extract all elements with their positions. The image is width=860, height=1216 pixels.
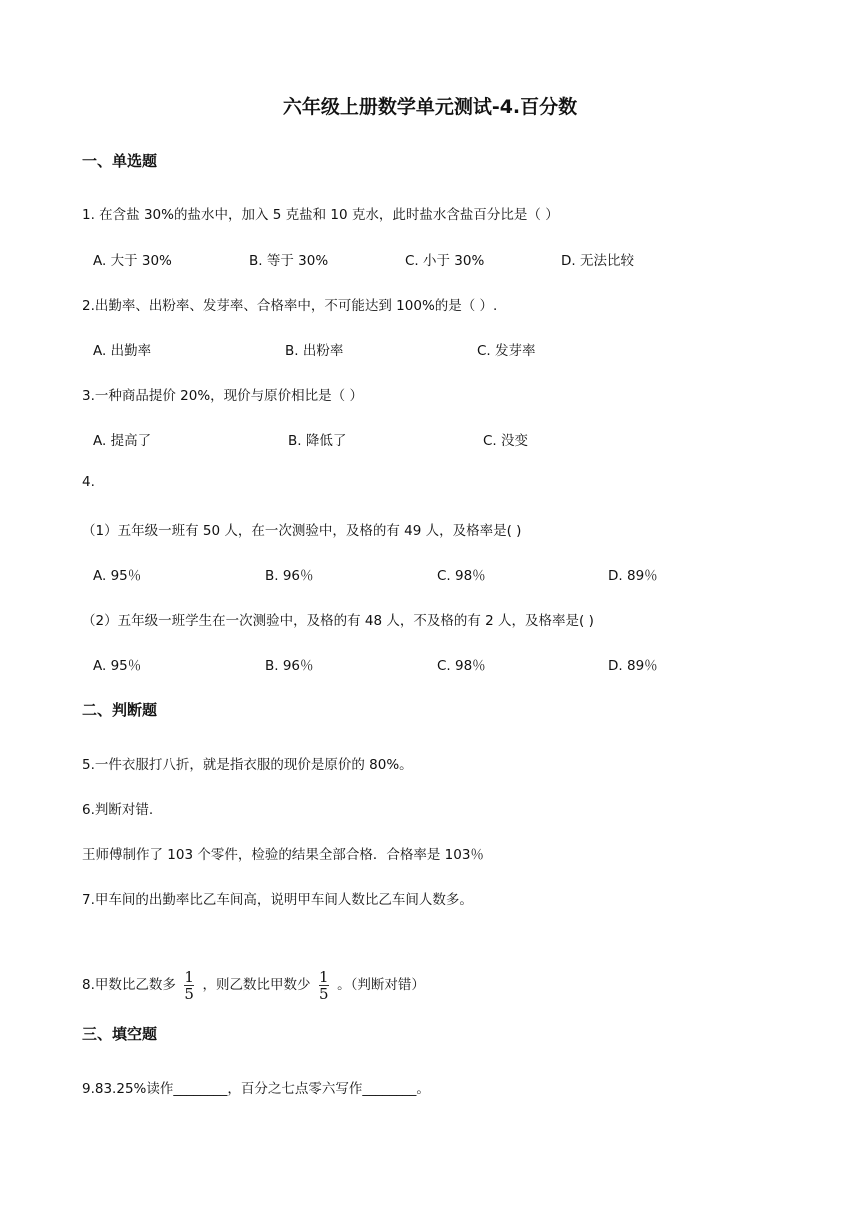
question-1-stem: 1. 在含盐 30%的盐水中，加入 5 克盐和 10 克水，此时盐水含盐百分比是（ ）	[82, 207, 559, 223]
fraction-numerator: 1	[319, 967, 329, 986]
fraction-one-fifth	[319, 967, 329, 1003]
question-3-stem: 3.一种商品提价 20%，现价与原价相比是（ ）	[82, 388, 363, 404]
question-4-2-option-b[interactable]: B. 96％	[265, 658, 314, 674]
question-2-option-b[interactable]: B. 出粉率	[285, 343, 344, 359]
question-4-1-option-a[interactable]: A. 95％	[93, 568, 142, 584]
question-3-option-c[interactable]: C. 没变	[483, 433, 529, 449]
question-4-2-option-a[interactable]: A. 95％	[93, 658, 142, 674]
question-4-2-option-d[interactable]: D. 89％	[608, 658, 658, 674]
question-7-stem: 7.甲车间的出勤率比乙车间高，说明甲车间人数比乙车间人数多。	[82, 892, 473, 908]
question-4-1-option-c[interactable]: C. 98％	[437, 568, 486, 584]
section-heading-true-false: 二、判断题	[82, 701, 158, 719]
section-heading-fill-blank: 三、填空题	[82, 1025, 158, 1043]
fraction-one-fifth	[184, 967, 194, 1003]
question-8-stem	[82, 968, 425, 1002]
question-6-detail: 王师傅制作了 103 个零件，检验的结果全部合格．合格率是 103％	[82, 847, 484, 863]
question-8-part-2: ，则乙数比甲数少	[202, 977, 311, 993]
question-4-1-option-d[interactable]: D. 89％	[608, 568, 658, 584]
question-2-stem: 2.出勤率、出粉率、发芽率、合格率中，不可能达到 100%的是（ ）.	[82, 298, 498, 314]
question-2-option-c[interactable]: C. 发芽率	[477, 343, 536, 359]
question-8-part-3: 。（判断对错）	[337, 977, 425, 993]
question-1-option-d[interactable]: D. 无法比较	[561, 253, 634, 269]
question-1-option-c[interactable]: C. 小于 30%	[405, 253, 485, 269]
question-1-option-a[interactable]: A. 大于 30%	[93, 253, 172, 269]
question-4-2-stem: （2）五年级一班学生在一次测验中，及格的有 48 人，不及格的有 2 人，及格率是( )	[82, 613, 594, 629]
fraction-denominator: 5	[184, 984, 194, 1003]
question-3-option-a[interactable]: A. 提高了	[93, 433, 152, 449]
question-6-stem: 6.判断对错.	[82, 802, 154, 818]
question-4-1-stem: （1）五年级一班有 50 人，在一次测验中，及格的有 49 人，及格率是( )	[82, 523, 522, 539]
section-heading-single-choice: 一、单选题	[82, 152, 158, 170]
question-2-option-a[interactable]: A. 出勤率	[93, 343, 152, 359]
page-title: 六年级上册数学单元测试-4.百分数	[282, 96, 578, 118]
question-3-option-b[interactable]: B. 降低了	[288, 433, 347, 449]
question-4-1-option-b[interactable]: B. 96％	[265, 568, 314, 584]
question-5-stem: 5.一件衣服打八折，就是指衣服的现价是原价的 80%。	[82, 757, 413, 773]
question-8-part-1: 8.甲数比乙数多	[82, 977, 176, 993]
fraction-denominator: 5	[319, 984, 329, 1003]
question-4-number: 4.	[82, 474, 95, 490]
question-9-stem: 9.83.25%读作________，百分之七点零六写作________。	[82, 1081, 430, 1097]
fraction-numerator: 1	[184, 967, 194, 986]
question-4-2-option-c[interactable]: C. 98％	[437, 658, 486, 674]
question-1-option-b[interactable]: B. 等于 30%	[249, 253, 329, 269]
